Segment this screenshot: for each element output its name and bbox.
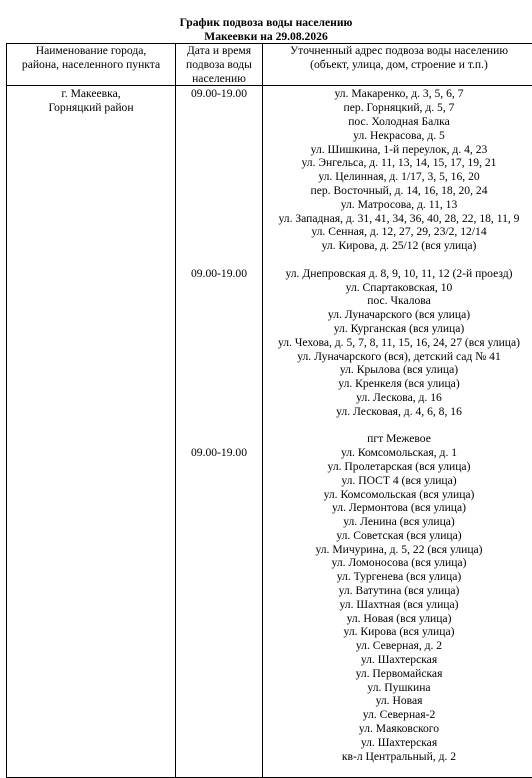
address-line: пос. Холодная Балка <box>348 114 450 128</box>
header-address <box>263 44 532 86</box>
address-line: ул. Днепровская д. 8, 9, 10, 11, 12 (2-й проезд) <box>285 266 513 280</box>
address-line: ул. Мичурина, д. 5, 22 (вся улица) <box>315 542 483 556</box>
time-spacer <box>177 667 261 681</box>
address-line: ул. Первомайская <box>355 666 443 680</box>
address-line: ул. Западная, д. 31, 41, 34, 36, 40, 28, 22, 18, 11, 9 <box>278 211 520 225</box>
address-line: кв-л Центральный, д. 2 <box>341 749 457 763</box>
time-spacer <box>177 598 261 612</box>
delivery-time: 09.00-19.00 <box>190 266 248 280</box>
time-spacer <box>177 612 261 626</box>
title-line-2: Макеевки на 29.08.2026 <box>204 29 328 43</box>
address-line: ул. Луначарского (вся), детский сад № 41 <box>297 349 501 363</box>
time-spacer <box>177 625 261 639</box>
address-line: ул. Северная, д. 2 <box>355 639 443 653</box>
time-spacer <box>177 570 261 584</box>
address-line: ул. Матросова, д. 11, 13 <box>340 197 458 211</box>
address-line: ул. Ломоносова (вся улица) <box>331 556 467 570</box>
time-spacer <box>177 556 261 570</box>
address-line: ул. Пушкина <box>367 680 431 694</box>
settlement-heading: пгт Межевое <box>367 432 431 446</box>
address-line: ул. Тургенева (вся улица) <box>336 570 462 584</box>
address-line: ул. Шахтная (вся улица) <box>339 597 459 611</box>
address-line: ул. Целинная, д. 1/17, 3, 5, 16, 20 <box>318 170 480 184</box>
address-line: ул. Маяковского <box>358 722 440 736</box>
address-line: ул. Новая (вся улица) <box>346 611 452 625</box>
table-header-row <box>7 44 532 86</box>
address-line: ул. Шишкина, 1-й переулок, д. 4, 23 <box>310 142 488 156</box>
delivery-time: 09.00-19.00 <box>190 87 248 101</box>
time-spacer <box>177 474 261 488</box>
schedule-table <box>6 43 532 778</box>
time-spacer <box>177 350 261 364</box>
time-cell <box>176 86 263 778</box>
time-spacer <box>177 501 261 515</box>
table-row <box>7 86 532 778</box>
time-spacer <box>177 294 261 308</box>
time-spacer <box>177 543 261 557</box>
time-spacer <box>177 377 261 391</box>
header-address-line: (объект, улица, дом, строение и т.п.) <box>310 57 488 71</box>
block-spacer <box>264 253 532 267</box>
address-line: ул. Шахтерская <box>360 653 438 667</box>
time-spacer <box>177 184 261 198</box>
time-spacer <box>177 529 261 543</box>
header-time-line: населению <box>192 71 246 85</box>
address-line: ул. Лескова, д. 16 <box>356 390 442 404</box>
header-location-line: района, населенного пункта <box>21 57 161 71</box>
time-spacer <box>177 101 261 115</box>
title-line-1: График подвоза воды населению <box>179 16 353 29</box>
address-line: ул. Комсомольская, д. 1 <box>340 446 458 460</box>
header-time <box>176 44 263 86</box>
address-line: ул. Курганская (вся улица) <box>333 321 465 335</box>
address-line: ул. Энгельса, д. 11, 13, 14, 15, 17, 19, 21 <box>301 156 497 170</box>
document-title <box>0 16 532 44</box>
block-spacer <box>264 419 532 433</box>
time-spacer <box>177 308 261 322</box>
address-line: ул. Ватутина (вся улица) <box>338 584 460 598</box>
time-spacer <box>177 405 261 419</box>
time-spacer <box>177 584 261 598</box>
header-location <box>7 44 176 86</box>
time-spacer <box>177 115 261 129</box>
time-spacer <box>177 722 261 736</box>
time-spacer <box>177 460 261 474</box>
time-spacer <box>177 156 261 170</box>
address-line: ул. Ленина (вся улица) <box>343 515 455 529</box>
time-spacer <box>177 694 261 708</box>
address-line: ул. Кирова, д. 25/12 (вся улица) <box>321 239 477 253</box>
address-line: ул. Комсомольская (вся улица) <box>323 487 475 501</box>
time-spacer <box>177 653 261 667</box>
address-line: ул. Кирова (вся улица) <box>343 625 455 639</box>
time-spacer <box>177 239 261 253</box>
address-line: ул. Новая <box>375 694 423 708</box>
time-spacer <box>177 170 261 184</box>
address-line: ул. Советская (вся улица) <box>336 528 462 542</box>
header-time-line: Дата и время <box>186 44 252 57</box>
header-location-line: Наименование города, <box>35 44 147 57</box>
time-spacer <box>177 129 261 143</box>
location-district: Горняцкий район <box>48 101 134 115</box>
address-line: ул. Макаренко, д. 3, 5, 6, 7 <box>334 87 464 101</box>
address-line: ул. Шахтерская <box>360 735 438 749</box>
time-spacer <box>177 212 261 226</box>
delivery-time: 09.00-19.00 <box>190 446 248 460</box>
time-spacer <box>177 225 261 239</box>
time-spacer <box>177 363 261 377</box>
header-address-line: Уточненный адрес подвоза воды населению <box>289 44 509 57</box>
block-spacer <box>177 253 261 267</box>
address-line: ул. Кренкеля (вся улица) <box>338 377 460 391</box>
address-line: ул. Некрасова, д. 5 <box>353 128 445 142</box>
time-spacer <box>177 198 261 212</box>
header-time-line: подвоза воды <box>186 57 252 71</box>
address-line: ул. Крылова (вся улица) <box>339 363 459 377</box>
time-spacer <box>177 515 261 529</box>
address-line: ул. Пролетарская (вся улица) <box>327 459 471 473</box>
address-line: пер. Горняцкий, д. 5, 7 <box>343 101 455 115</box>
time-spacer <box>177 750 261 764</box>
location-cell <box>7 86 176 778</box>
address-line: пер. Восточный, д. 14, 16, 18, 20, 24 <box>310 183 488 197</box>
time-spacer <box>177 322 261 336</box>
time-spacer <box>177 432 261 446</box>
address-line: пос. Чкалова <box>367 294 431 308</box>
time-spacer <box>177 736 261 750</box>
time-spacer <box>177 336 261 350</box>
time-spacer <box>177 488 261 502</box>
time-spacer <box>177 639 261 653</box>
address-line: ул. Лермонтова (вся улица) <box>332 501 466 515</box>
address-line: ул. Сенная, д. 12, 27, 29, 23/2, 12/14 <box>311 225 487 239</box>
address-cell <box>263 86 532 778</box>
address-line: ул. Северная-2 <box>362 708 436 722</box>
time-spacer <box>177 391 261 405</box>
time-spacer <box>177 681 261 695</box>
address-line: ул. ПОСТ 4 (вся улица) <box>341 473 457 487</box>
time-spacer <box>177 708 261 722</box>
time-spacer <box>177 281 261 295</box>
block-spacer <box>177 419 261 433</box>
address-line: ул. Спартаковская, 10 <box>345 280 453 294</box>
time-spacer <box>177 143 261 157</box>
address-line: ул. Луначарского (вся улица) <box>327 308 471 322</box>
location-city: г. Макеевка, <box>61 87 121 101</box>
address-line: ул. Лесковая, д. 4, 6, 8, 16 <box>336 404 462 418</box>
address-line: ул. Чехова, д. 5, 7, 8, 11, 15, 16, 24, 27 (вся улица) <box>277 335 521 349</box>
